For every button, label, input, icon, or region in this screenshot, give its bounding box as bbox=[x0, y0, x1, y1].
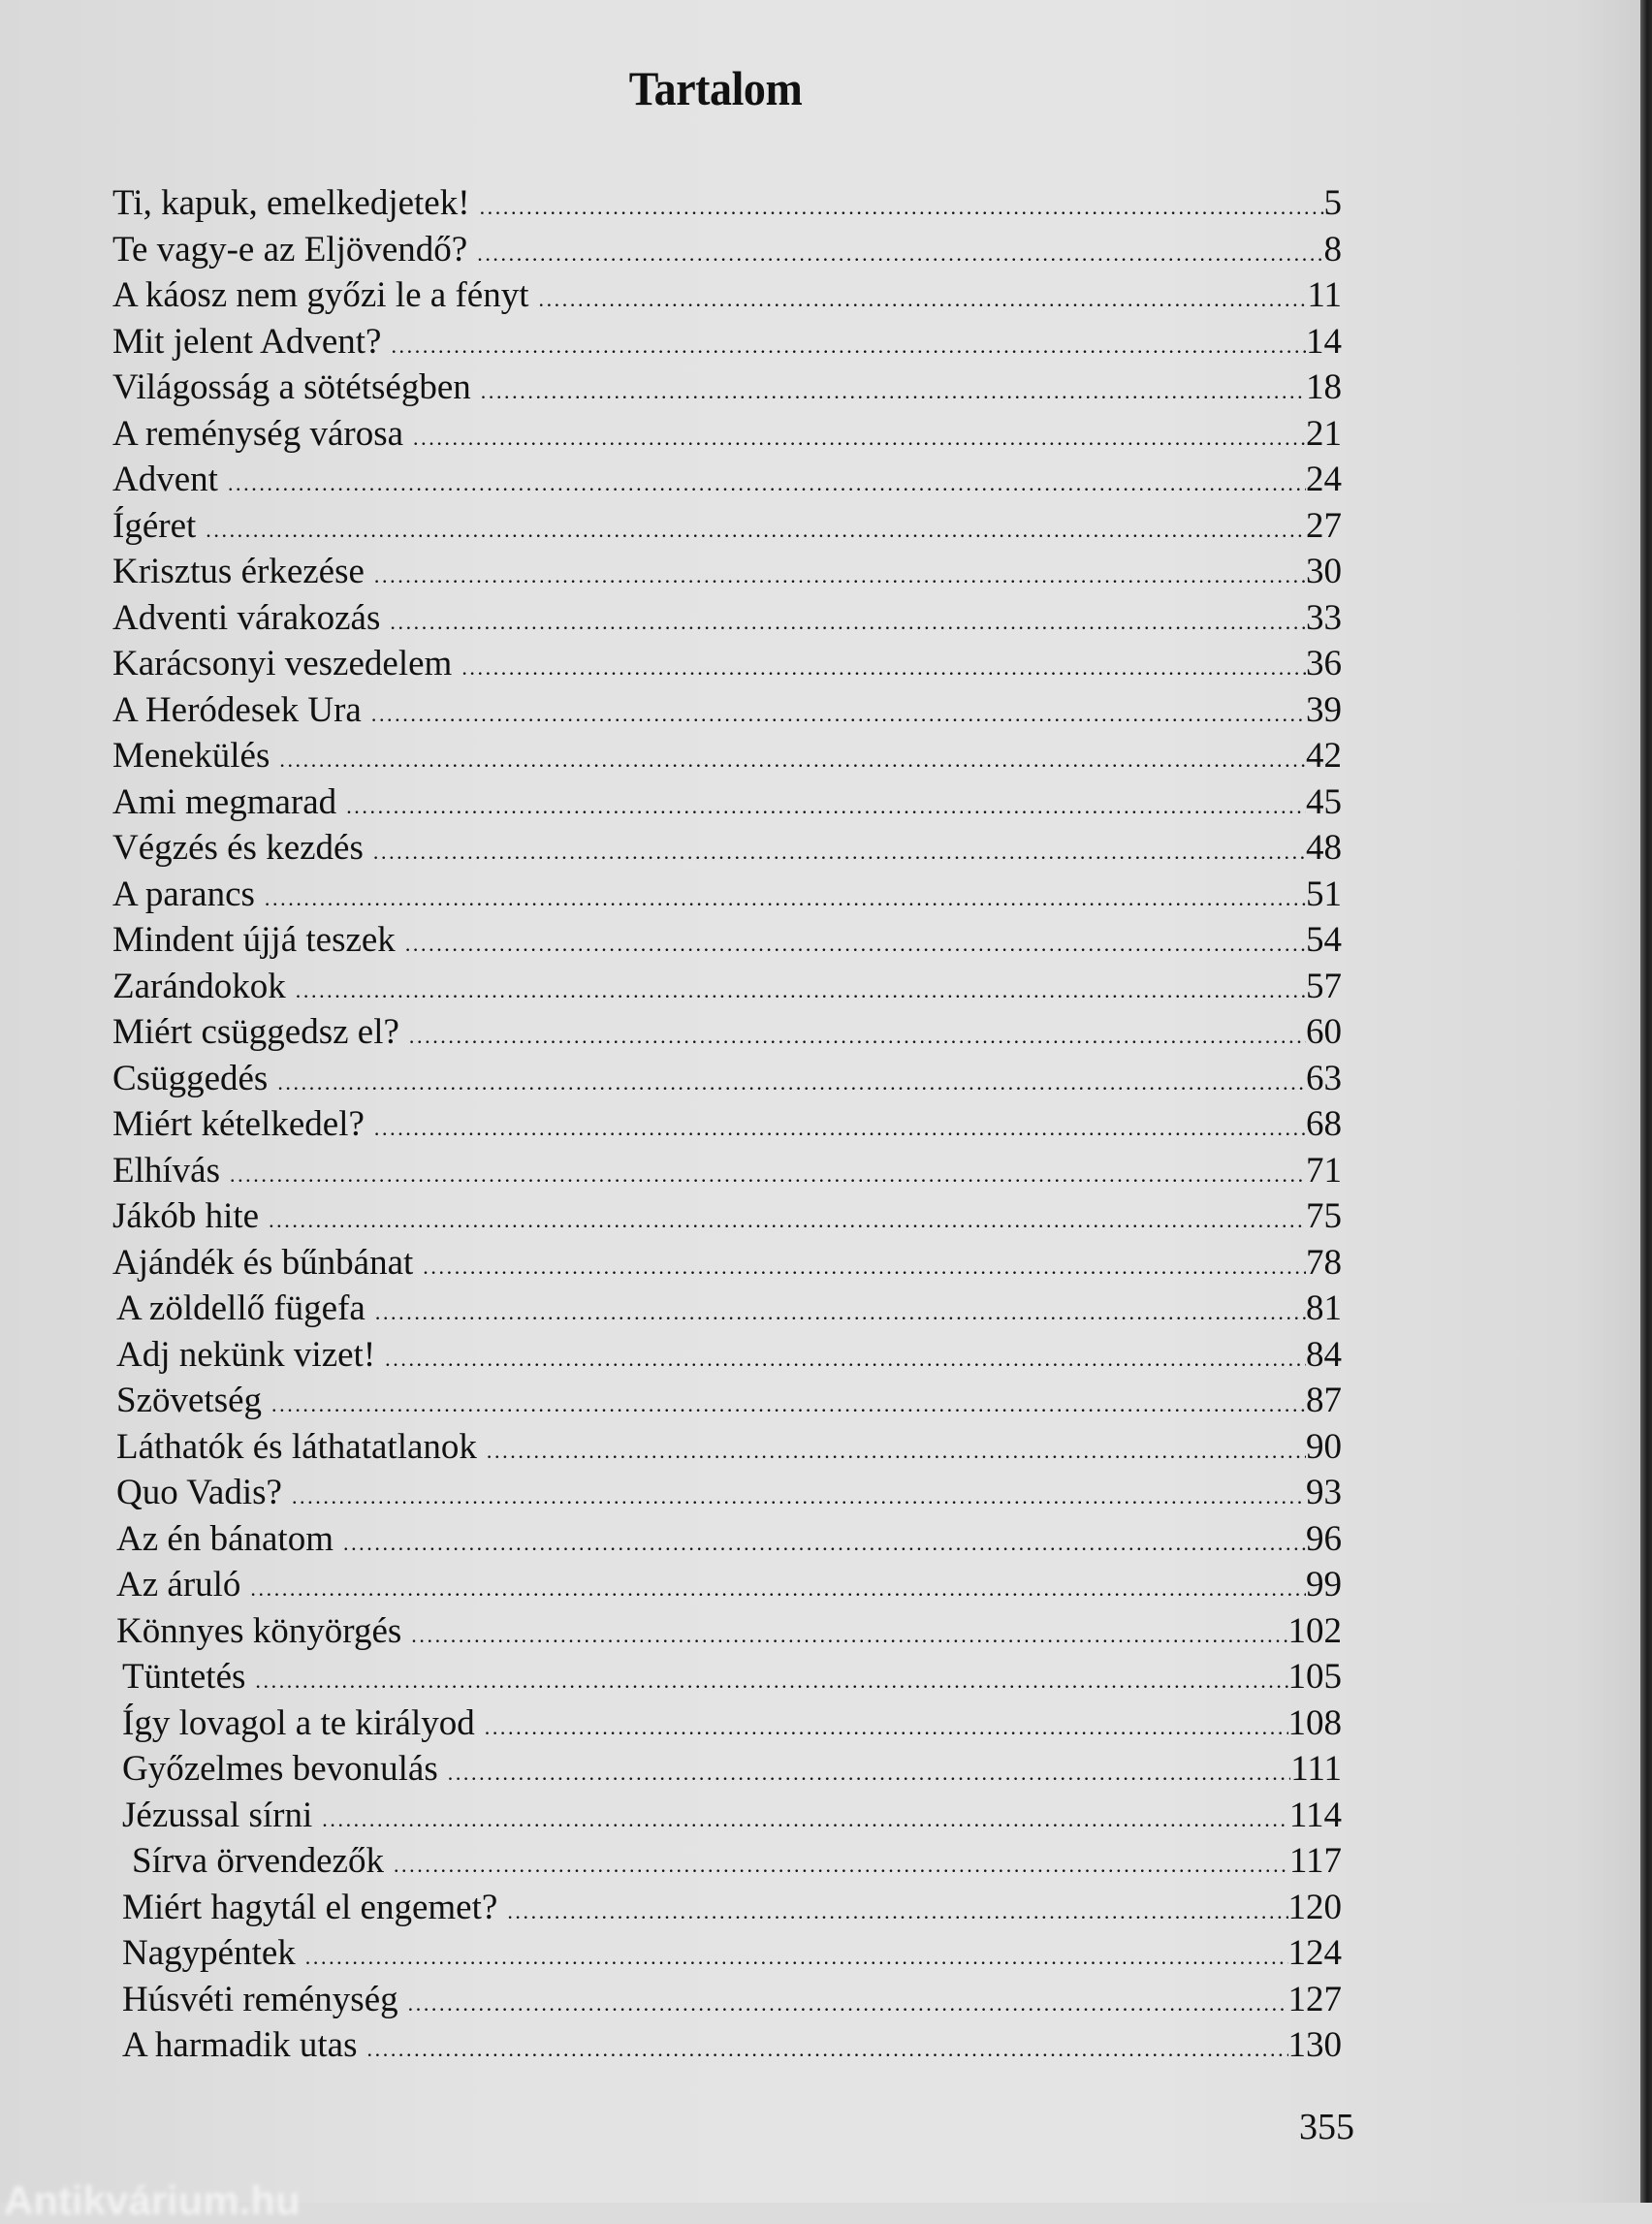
toc-entry-title: Nagypéntek bbox=[122, 1933, 296, 1973]
toc-entry-title: Quo Vadis? bbox=[116, 1473, 282, 1512]
toc-entry-page: 105 bbox=[1287, 1657, 1342, 1697]
toc-entry-title: Ami megmarad bbox=[112, 781, 337, 822]
toc-entry bbox=[112, 779, 1342, 826]
toc-entry-page: 93 bbox=[1306, 1473, 1342, 1512]
toc-entry-page: 84 bbox=[1306, 1334, 1342, 1375]
toc-entry bbox=[112, 1838, 1342, 1885]
dot-leader bbox=[371, 704, 1306, 725]
toc-entry bbox=[112, 1286, 1342, 1332]
toc-entry-title: A harmadik utas bbox=[122, 2025, 358, 2065]
dot-leader bbox=[413, 428, 1306, 449]
toc-entry-page: 99 bbox=[1306, 1565, 1342, 1604]
dot-leader bbox=[296, 980, 1306, 1001]
toc-entry bbox=[112, 1193, 1342, 1240]
toc-entry bbox=[112, 825, 1342, 872]
dot-leader bbox=[255, 1670, 1287, 1692]
toc-entry-page: 21 bbox=[1306, 413, 1342, 454]
toc-entry bbox=[112, 964, 1342, 1010]
dot-leader bbox=[374, 565, 1306, 587]
dot-leader bbox=[448, 1763, 1291, 1784]
toc-entry-title: A káosz nem győzi le a fényt bbox=[112, 275, 529, 315]
toc-entry bbox=[112, 1654, 1342, 1700]
dot-leader bbox=[305, 1947, 1288, 1968]
dot-leader bbox=[481, 381, 1306, 402]
toc-entry-page: 51 bbox=[1306, 874, 1342, 914]
toc-entry bbox=[112, 1240, 1342, 1287]
toc-entry bbox=[112, 411, 1342, 458]
page-title: Tartalom bbox=[628, 60, 803, 115]
toc-entry bbox=[112, 1332, 1342, 1379]
dot-leader bbox=[411, 1625, 1287, 1646]
dot-leader bbox=[271, 1394, 1306, 1415]
toc-entry-page: 27 bbox=[1306, 505, 1342, 546]
toc-entry-title: Sírva örvendezők bbox=[132, 1841, 384, 1881]
toc-entry-title: Krisztus érkezése bbox=[112, 552, 365, 591]
dot-leader bbox=[385, 1349, 1306, 1370]
toc-entry bbox=[112, 1056, 1342, 1102]
toc-entry bbox=[112, 319, 1342, 365]
toc-entry bbox=[112, 733, 1342, 779]
toc-entry-title: Miért csüggedsz el? bbox=[112, 1012, 399, 1052]
toc-entry-page: 33 bbox=[1306, 597, 1342, 638]
dot-leader bbox=[390, 612, 1306, 633]
toc-entry bbox=[112, 687, 1342, 734]
toc-entry-page: 78 bbox=[1306, 1242, 1342, 1283]
toc-entry-title: Könnyes könyörgés bbox=[116, 1610, 402, 1651]
toc-entry-page: 120 bbox=[1287, 1887, 1342, 1927]
page-edge-shadow bbox=[1640, 0, 1652, 2203]
dot-leader bbox=[485, 1717, 1288, 1738]
toc-entry-title: Láthatók és láthatatlanok bbox=[116, 1426, 477, 1467]
toc-entry-page: 57 bbox=[1306, 966, 1342, 1006]
toc-entry-title: Ti, kapuk, emelkedjetek! bbox=[112, 183, 470, 223]
toc-entry bbox=[112, 549, 1342, 595]
toc-entry bbox=[112, 457, 1342, 503]
toc-entry-page: 124 bbox=[1287, 1933, 1342, 1973]
toc-entry-page: 130 bbox=[1287, 2025, 1342, 2065]
toc-entry-title: Ajándék és bűnbánat bbox=[112, 1242, 414, 1283]
dot-leader bbox=[480, 197, 1324, 218]
toc-entry-title: A parancs bbox=[112, 874, 255, 914]
dot-leader bbox=[538, 289, 1307, 310]
toc-entry bbox=[112, 1885, 1342, 1931]
toc-entry-title: Advent bbox=[112, 460, 218, 499]
toc-entry-page: 71 bbox=[1306, 1150, 1342, 1191]
dot-leader bbox=[265, 888, 1306, 909]
toc-entry-title: Győzelmes bevonulás bbox=[122, 1749, 438, 1789]
watermark: Antikvárium.hu bbox=[4, 2177, 301, 2223]
toc-entry-title: Menekülés bbox=[112, 736, 270, 776]
toc-entry-title: Világosság a sötétségben bbox=[112, 367, 471, 407]
toc-entry bbox=[112, 1977, 1342, 2023]
toc-entry-page: 96 bbox=[1306, 1518, 1342, 1559]
toc-entry-title: Te vagy-e az Eljövendő? bbox=[112, 229, 468, 270]
dot-leader bbox=[423, 1256, 1306, 1278]
dot-leader bbox=[391, 335, 1306, 357]
toc-entry-title: Miért kételkedel? bbox=[112, 1104, 365, 1144]
toc-entry bbox=[112, 1700, 1342, 1747]
toc-entry-title: Az én bánatom bbox=[116, 1518, 334, 1559]
toc-entry-title: Zarándokok bbox=[112, 966, 286, 1006]
toc-entry-page: 87 bbox=[1306, 1381, 1342, 1420]
toc-entry-page: 90 bbox=[1306, 1426, 1342, 1467]
toc-entry bbox=[112, 917, 1342, 964]
toc-entry-title: Jákób hite bbox=[112, 1196, 260, 1236]
toc-entry-title: Ígéret bbox=[112, 505, 197, 546]
dot-leader bbox=[461, 657, 1306, 679]
toc-entry-page: 54 bbox=[1306, 920, 1342, 960]
toc-entry bbox=[112, 872, 1342, 918]
toc-entry-page: 81 bbox=[1306, 1288, 1342, 1328]
toc-entry-title: Jézussal sírni bbox=[122, 1795, 313, 1835]
toc-entry-page: 18 bbox=[1306, 367, 1342, 407]
toc-entry-page: 102 bbox=[1287, 1610, 1342, 1651]
toc-entry-page: 8 bbox=[1323, 229, 1342, 270]
toc-entry bbox=[112, 1470, 1342, 1516]
dot-leader bbox=[409, 1026, 1306, 1047]
toc-entry-title: Csüggedés bbox=[112, 1058, 269, 1098]
toc-entry-page: 117 bbox=[1288, 1841, 1342, 1881]
dot-leader bbox=[292, 1486, 1306, 1508]
dot-leader bbox=[408, 1993, 1288, 2015]
toc-entry bbox=[112, 1148, 1342, 1194]
dot-leader bbox=[206, 520, 1306, 541]
dot-leader bbox=[394, 1855, 1289, 1876]
dot-leader bbox=[343, 1533, 1306, 1554]
toc-entry bbox=[112, 641, 1342, 687]
toc-entry-page: 14 bbox=[1306, 321, 1342, 362]
toc-entry-title: Mindent újjá teszek bbox=[112, 920, 396, 960]
dot-leader bbox=[507, 1901, 1287, 1922]
toc-entry-page: 127 bbox=[1287, 1979, 1342, 2019]
toc-entry bbox=[112, 365, 1342, 411]
toc-entry bbox=[112, 2022, 1342, 2069]
toc-entry-page: 48 bbox=[1306, 828, 1342, 868]
dot-leader bbox=[477, 243, 1323, 265]
toc-entry-page: 63 bbox=[1306, 1058, 1342, 1098]
toc-entry-title: Mit jelent Advent? bbox=[112, 321, 382, 362]
dot-leader bbox=[279, 749, 1306, 771]
dot-leader bbox=[374, 1118, 1306, 1139]
toc-entry bbox=[112, 1378, 1342, 1424]
toc-entry bbox=[112, 1793, 1342, 1839]
toc-entry bbox=[112, 1516, 1342, 1563]
toc-entry-title: Így lovagol a te királyod bbox=[122, 1702, 475, 1743]
toc-entry-title: Az áruló bbox=[116, 1565, 241, 1604]
dot-leader bbox=[346, 796, 1306, 817]
toc-entry bbox=[112, 1930, 1342, 1977]
toc-entry-title: Karácsonyi veszedelem bbox=[112, 644, 453, 683]
dot-leader bbox=[230, 1164, 1306, 1186]
toc-entry-page: 36 bbox=[1306, 644, 1342, 683]
dot-leader bbox=[269, 1210, 1306, 1231]
dot-leader bbox=[375, 1302, 1306, 1323]
toc-entry-title: A Heródesek Ura bbox=[112, 689, 362, 730]
toc-entry-page: 30 bbox=[1306, 552, 1342, 591]
toc-entry-title: A zöldellő fügefa bbox=[116, 1288, 365, 1328]
toc-entry-page: 111 bbox=[1290, 1749, 1342, 1789]
toc-entry-title: Szövetség bbox=[116, 1381, 263, 1420]
dot-leader bbox=[405, 934, 1306, 955]
toc-entry-title: Adj nekünk vizet! bbox=[116, 1334, 376, 1375]
toc-entry-page: 114 bbox=[1288, 1795, 1342, 1835]
table-of-contents bbox=[112, 180, 1342, 2069]
page-number: 355 bbox=[1299, 2107, 1354, 2147]
toc-entry bbox=[112, 1746, 1342, 1793]
dot-leader bbox=[487, 1441, 1306, 1462]
toc-entry-page: 42 bbox=[1306, 736, 1342, 776]
toc-entry-title: A reménység városa bbox=[112, 413, 404, 454]
toc-entry bbox=[112, 180, 1342, 227]
dot-leader bbox=[367, 2039, 1288, 2060]
toc-entry bbox=[112, 595, 1342, 642]
toc-entry bbox=[112, 1424, 1342, 1471]
toc-entry bbox=[112, 503, 1342, 550]
toc-entry-page: 24 bbox=[1306, 460, 1342, 499]
toc-entry-title: Miért hagytál el engemet? bbox=[122, 1887, 498, 1927]
dot-leader bbox=[250, 1578, 1306, 1600]
toc-entry bbox=[112, 1009, 1342, 1056]
dot-leader bbox=[322, 1809, 1289, 1830]
dot-leader bbox=[277, 1072, 1306, 1094]
toc-entry bbox=[112, 272, 1342, 319]
toc-entry-title: Húsvéti reménység bbox=[122, 1979, 398, 2019]
toc-entry-page: 75 bbox=[1306, 1196, 1342, 1236]
toc-entry-page: 45 bbox=[1306, 781, 1342, 822]
toc-entry bbox=[112, 1608, 1342, 1655]
toc-entry-title: Elhívás bbox=[112, 1150, 220, 1191]
toc-entry-page: 39 bbox=[1306, 689, 1342, 730]
toc-entry-title: Adventi várakozás bbox=[112, 597, 381, 638]
toc-entry bbox=[112, 1562, 1342, 1608]
toc-entry-page: 5 bbox=[1323, 183, 1342, 223]
toc-entry-page: 11 bbox=[1307, 275, 1342, 315]
toc-entry-title: Tüntetés bbox=[122, 1657, 246, 1697]
toc-entry-page: 60 bbox=[1306, 1012, 1342, 1052]
toc-entry-page: 68 bbox=[1306, 1104, 1342, 1144]
toc-entry-title: Végzés és kezdés bbox=[112, 828, 364, 868]
toc-entry-page: 108 bbox=[1287, 1702, 1342, 1743]
toc-entry bbox=[112, 227, 1342, 273]
toc-entry bbox=[112, 1101, 1342, 1148]
dot-leader bbox=[228, 473, 1306, 494]
dot-leader bbox=[373, 842, 1306, 863]
